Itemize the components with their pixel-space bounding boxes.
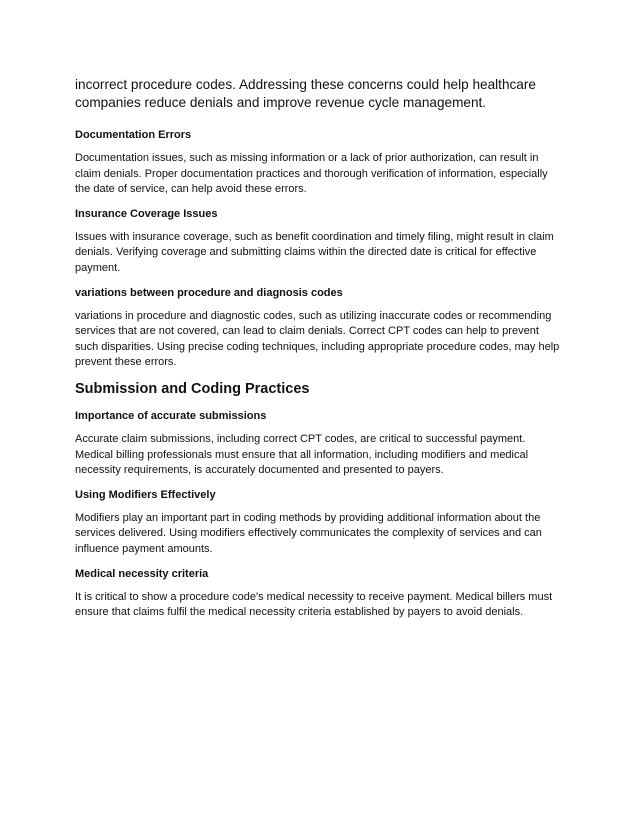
medical-necessity-body: It is critical to show a procedure code's medical necessity to receive payment. Medical billers must ensure that claims fulfil the medical necessity criteria established by payers to avoid denials. <box>75 590 553 619</box>
code-variations-heading: variations between procedure and diagnosis codes <box>75 286 343 299</box>
documentation-errors-heading: Documentation Errors <box>75 129 192 141</box>
accurate-submissions-heading: Importance of accurate submissions <box>75 409 267 422</box>
section-title: Submission and Coding Practices <box>75 380 310 397</box>
medical-necessity-heading: Medical necessity criteria <box>75 567 209 580</box>
documentation-errors-body: Documentation issues, such as missing information or a lack of prior authorization, can result in claim denials. Proper documentation practices and thorough verification of information, especially the date of service, can help avoid these errors. <box>75 152 548 196</box>
insurance-coverage-heading: Insurance Coverage Issues <box>75 207 218 220</box>
code-variations-body: variations in procedure and diagnostic codes, such as utilizing inaccurate codes or recommending services that are not covered, can lead to claim denials. Correct CPT codes can help to prevent such disparities. Using precise coding techniques, including appropriate procedure codes, may help prevent these errors. <box>75 309 560 369</box>
document-page <box>75 76 565 630</box>
accurate-submissions-body: Accurate claim submissions, including correct CPT codes, are critical to successful payment. Medical billing professionals must ensure that all information, including modifiers and medical necessity requirements, is accurately documented and presented to payers. <box>75 432 529 477</box>
insurance-coverage-body: Issues with insurance coverage, such as benefit coordination and timely filing, might result in claim denials. Verifying coverage and submitting claims within the directed date is critical for effective payment. <box>75 230 554 274</box>
modifiers-heading: Using Modifiers Effectively <box>75 488 216 501</box>
modifiers-body: Modifiers play an important part in coding methods by providing additional information about the services delivered. Using modifiers effectively communicates the complexity of services and can influence payment amounts. <box>75 511 542 555</box>
intro-paragraph: incorrect procedure codes. Addressing these concerns could help healthcare companies reduce denials and improve revenue cycle management. <box>75 77 536 110</box>
